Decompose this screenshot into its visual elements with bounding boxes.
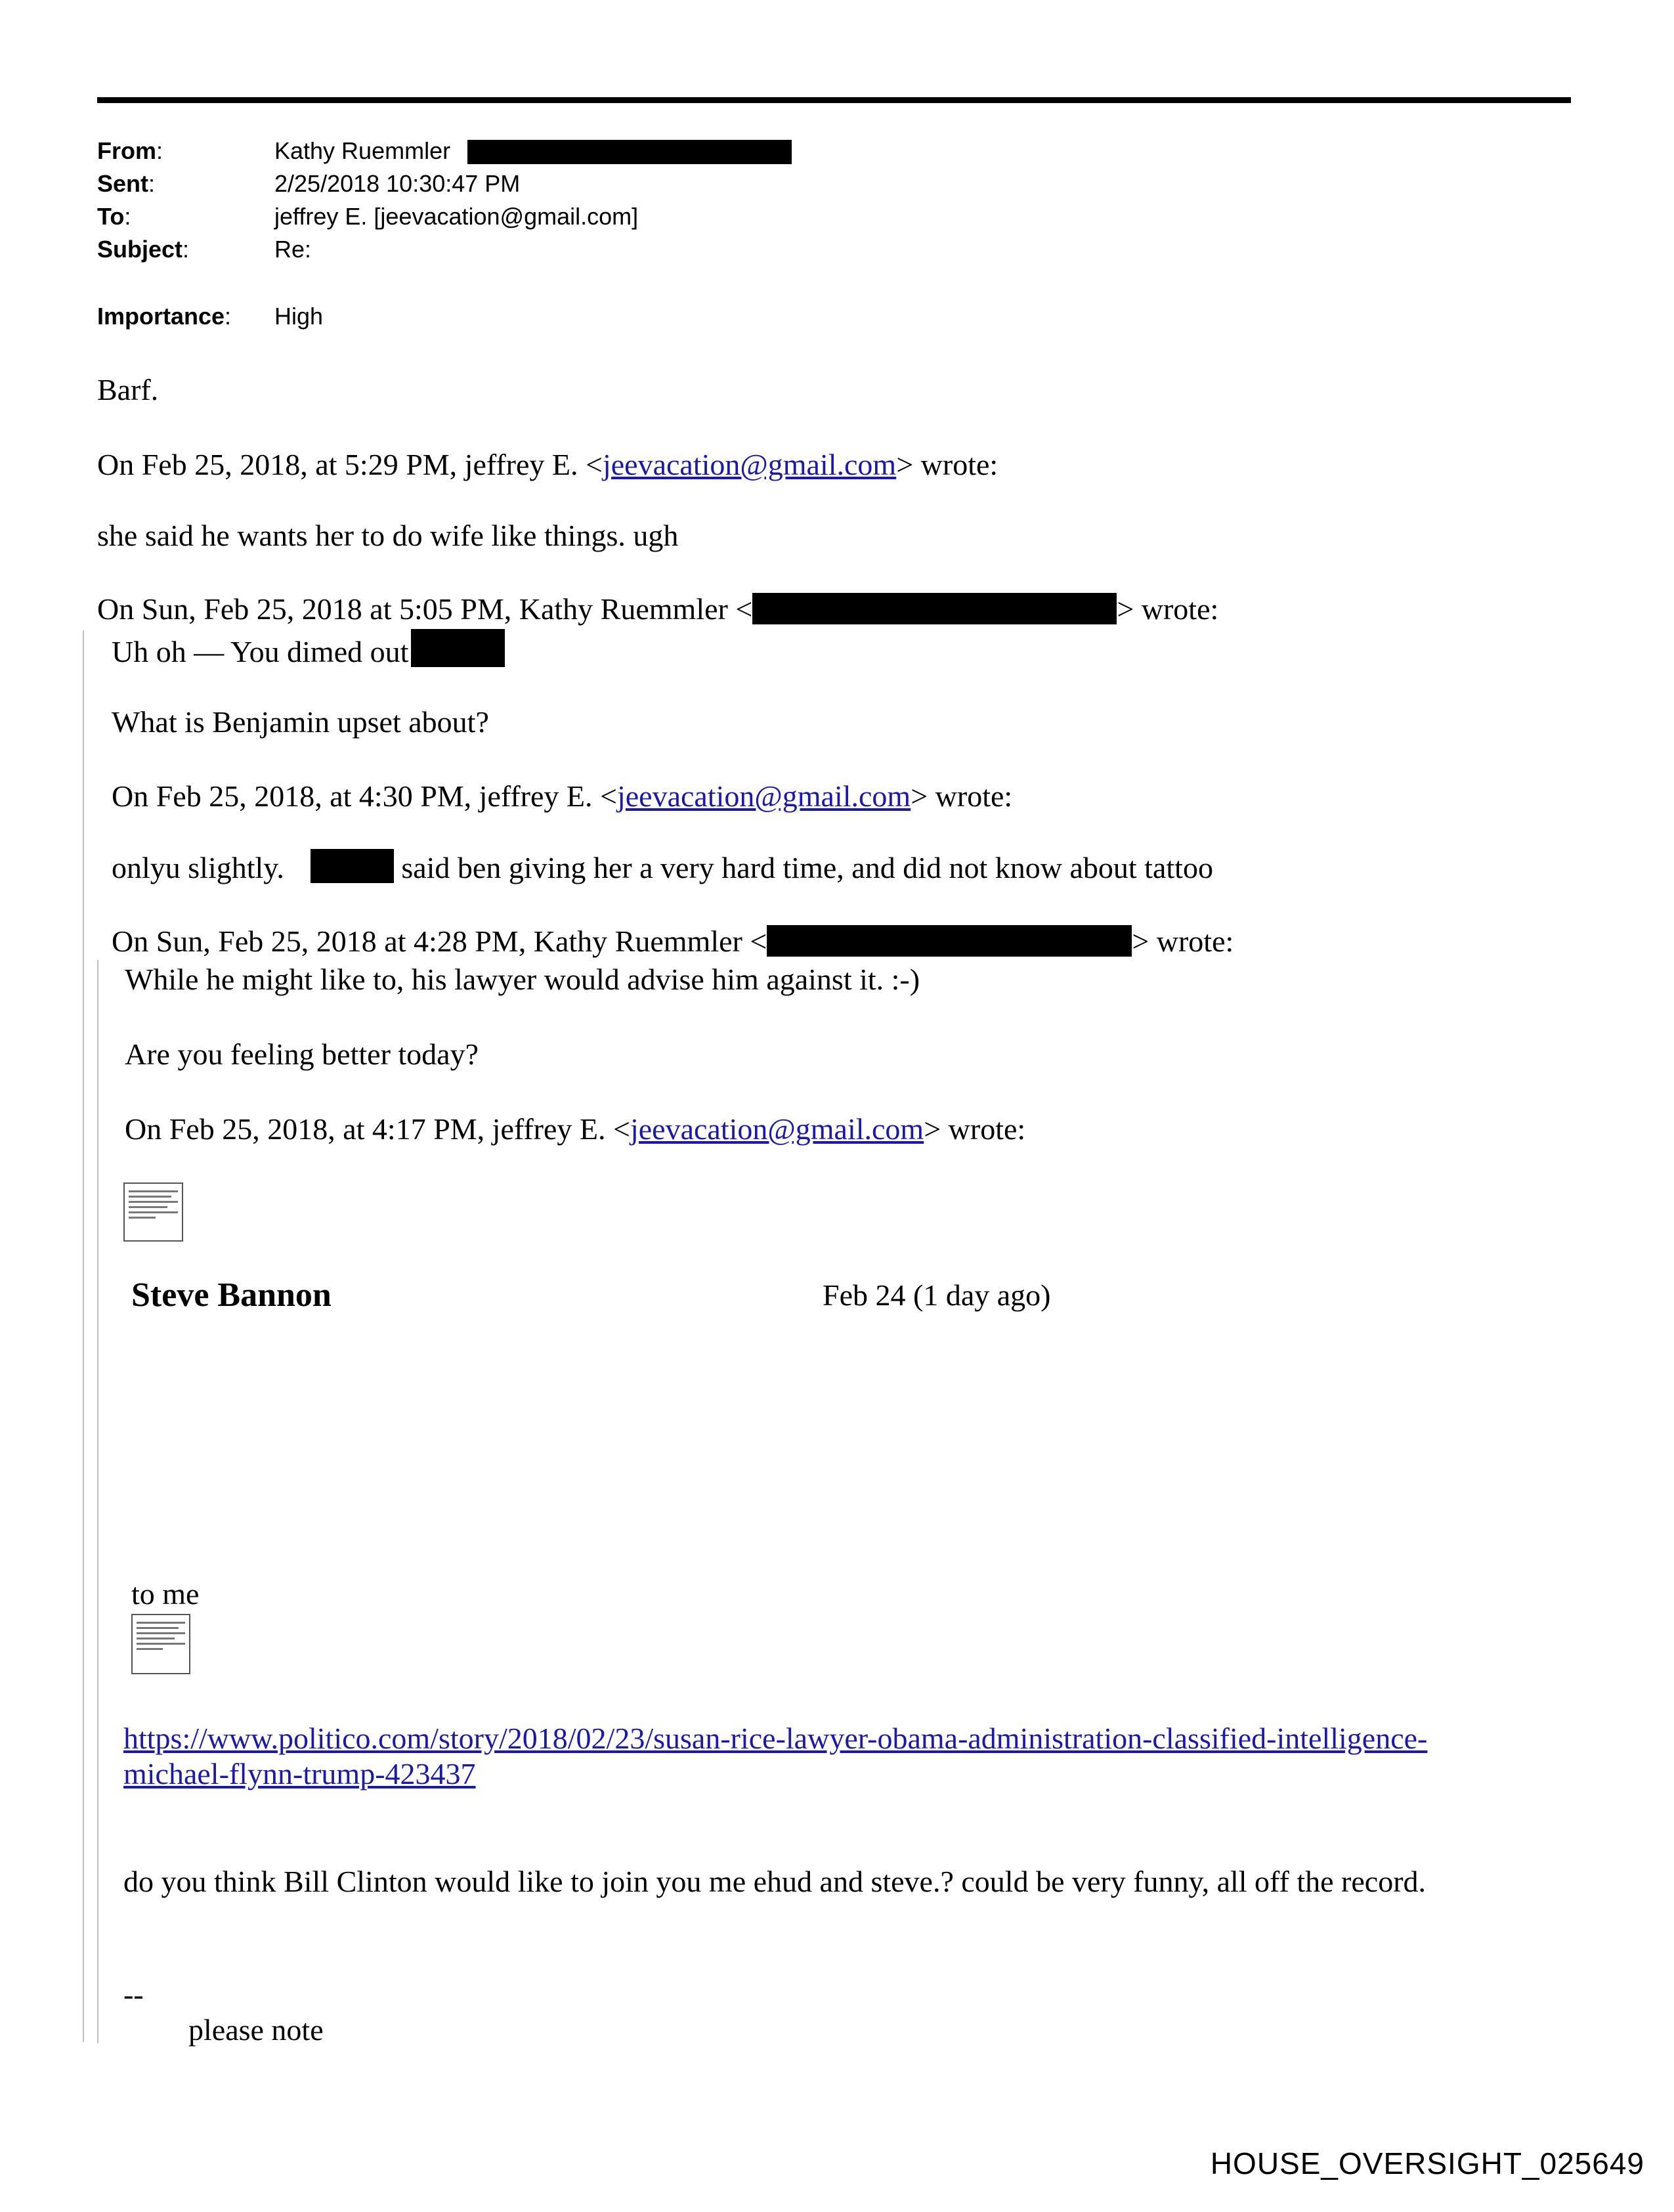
sender-date: Feb 24 (1 day ago) [823, 1278, 1051, 1312]
importance-value: High [274, 303, 324, 330]
redaction-from-email [467, 140, 792, 164]
quote-bar-level1 [83, 630, 84, 2042]
politico-link-line2[interactable]: michael-flynn-trump-423437 [123, 1757, 476, 1790]
quote1-email-link[interactable]: jeevacation@gmail.com [602, 448, 897, 481]
quote-bar-level2 [97, 960, 98, 2043]
quote3-text: onlyu slightly. said ben giving her a very hard time, and did not know about tattoo [112, 849, 1213, 886]
politico-link-line1[interactable]: https://www.politico.com/story/2018/02/23/susan-rice-lawyer-obama-administration-classified-intelligence- [123, 1722, 1428, 1755]
quote3-attribution: On Feb 25, 2018, at 4:30 PM, jeffrey E. <jeevacation@gmail.com> wrote: [112, 779, 1013, 813]
signature-dash: -- [123, 1978, 144, 2011]
sender-name: Steve Bannon [131, 1276, 332, 1314]
quote2-attribution: On Sun, Feb 25, 2018 at 5:05 PM, Kathy Ruemmler < > wrote: [97, 592, 1219, 626]
quote4-attribution: On Sun, Feb 25, 2018 at 4:28 PM, Kathy Ruemmler < > wrote: [112, 924, 1234, 958]
image-thumbnail-1[interactable] [123, 1182, 183, 1242]
to-value: jeffrey E. [jeevacation@gmail.com] [274, 203, 639, 230]
redaction-name-2 [311, 849, 394, 883]
quote5-attribution: On Feb 25, 2018, at 4:17 PM, jeffrey E. <jeevacation@gmail.com> wrote: [125, 1112, 1026, 1146]
quote5-email-link[interactable]: jeevacation@gmail.com [630, 1112, 924, 1146]
sent-value: 2/25/2018 10:30:47 PM [274, 170, 521, 197]
to-me-label: to me [131, 1577, 200, 1611]
from-value: Kathy Ruemmler [274, 137, 451, 164]
redaction-quote4-email [767, 925, 1132, 957]
email-document: From: Kathy Ruemmler Sent: 2/25/2018 10:30:47 PM To: jeffrey E. [jeevacation@gmail.com] Subject: Re: Importance: High Barf. On Feb 25, 2018, at 5:29 PM, jeffrey E. <jeevacation@gmail.com> wrote: she said he wants her to do wife like things. ugh On Sun, Feb 25, 2018 at 5:05 PM, Kathy Ruemmler < > wrote: Uh oh — You dimed out What is Benjamin upset about? On Feb 25, 2018, at 4:30 PM, jeffrey E. <jeevacation@gmail.com> wrote: onlyu slightly. said ben giving her a very hard time, and did not know about tattoo On Sun, Feb 25, 2018 at 4:28 PM, Kathy Ruemmler < > wrote: While he might like to, his lawyer would advise him against it. :-) Are you feeling better today? On Feb 25, 2018, at 4:17 PM, jeffrey E. <jeevacation@gmail.com> wrote: Steve Bannon Feb 24 (1 day ago) to me https://www.politico.com/story/2018/02/23/susan-rice-lawyer-obama-administration-classified-intelligence- michael-flynn-trump-423437 do you think Bill Clinton would like to join you me ehud and steve.? could be very funny, all off the record. -- please note HOUSE_OVERSIGHT_025649 [0, 0, 1674, 2212]
redaction-name-1 [411, 629, 505, 667]
to-label: To [97, 203, 125, 230]
image-thumbnail-2[interactable] [131, 1614, 190, 1674]
question-text: do you think Bill Clinton would like to join you me ehud and steve.? could be very funny, all off the record. [123, 1865, 1427, 1898]
subject-label: Subject [97, 236, 183, 263]
importance-label: Importance [97, 303, 225, 330]
from-label: From [97, 137, 156, 164]
quote4-line2: Are you feeling better today? [125, 1037, 479, 1071]
redaction-quote2-email [752, 593, 1117, 624]
quote1-text: she said he wants her to do wife like things. ugh [97, 519, 679, 552]
quote3-email-link[interactable]: jeevacation@gmail.com [616, 779, 911, 813]
quote2-line1: Uh oh — You dimed out [112, 629, 505, 670]
top-rule [97, 97, 1571, 103]
subject-value: Re: [274, 236, 312, 263]
quote1-attribution: On Feb 25, 2018, at 5:29 PM, jeffrey E. <jeevacation@gmail.com> wrote: [97, 448, 998, 481]
please-note-text: please note [188, 2013, 324, 2047]
quote4-line1: While he might like to, his lawyer would advise him against it. :-) [125, 963, 920, 996]
sent-label: Sent [97, 170, 149, 197]
bates-number: HOUSE_OVERSIGHT_025649 [1210, 2146, 1644, 2180]
reply-text: Barf. [97, 373, 159, 406]
quote2-line2: What is Benjamin upset about? [112, 705, 489, 739]
